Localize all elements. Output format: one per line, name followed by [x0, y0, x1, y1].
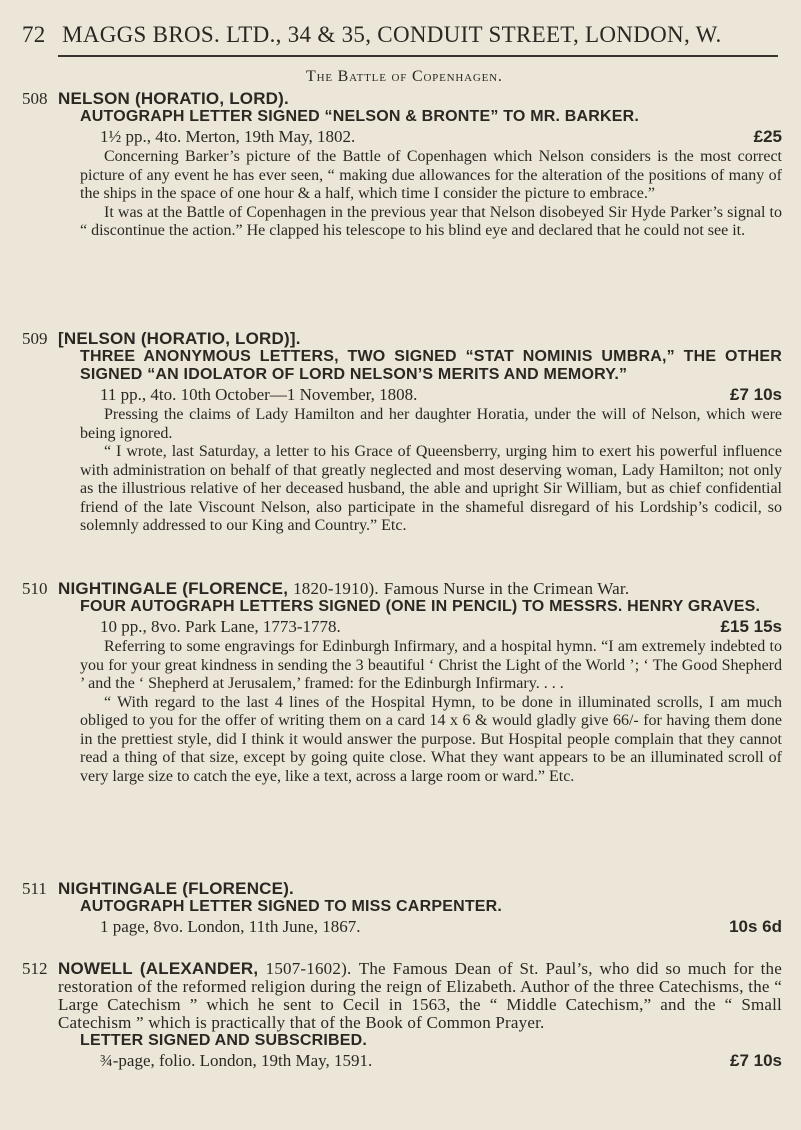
entry-meta — [100, 618, 782, 636]
entry-heading-name: NIGHTINGALE (FLORENCE). — [58, 879, 294, 898]
entry-paragraph: It was at the Battle of Copenhagen in the previous year that Nelson disobeyed Sir Hyde Parker’s signal to “ discontinue the action.” He clapped his telescope to his blind eye and declared that he could not see it. — [80, 203, 782, 239]
entry-years: 1820-1910). — [293, 579, 379, 598]
entry-meta — [100, 128, 782, 146]
entry-subheading: THREE ANONYMOUS LETTERS, TWO SIGNED “STAT NOMINIS UMBRA,” THE OTHER SIGNED “AN IDOLATOR OF LORD NELSON’S MERITS AND MEMORY.” — [80, 348, 782, 383]
lot-number: 510 — [22, 579, 48, 598]
entry-heading — [58, 90, 792, 108]
lot-number: 508 — [22, 89, 48, 108]
entry-format: ¾-page, folio. London, 19th May, 1591. — [100, 1051, 373, 1070]
lot-number: 511 — [22, 879, 47, 898]
entry-heading-name: [NELSON (HORATIO, LORD)]. — [58, 329, 301, 348]
page-number: 72 — [22, 22, 46, 47]
entry-description: Famous Nurse in the Crimean War. — [383, 579, 630, 598]
entry-format: 1 page, 8vo. London, 11th June, 1867. — [100, 917, 361, 936]
catalogue-entry-509 — [22, 330, 792, 536]
entry-subheading: FOUR AUTOGRAPH LETTERS SIGNED (ONE IN PENCIL) TO MESSRS. HENRY GRAVES. — [80, 598, 761, 615]
catalogue-entry-511 — [22, 880, 792, 936]
entry-subheading: LETTER SIGNED AND SUBSCRIBED. — [80, 1032, 368, 1049]
entry-paragraph: Pressing the claims of Lady Hamilton and her daughter Horatia, under the will of Nelson, which were being ignored. — [80, 406, 782, 442]
header-text: MAGGS BROS. LTD., 34 & 35, CONDUIT STREET, LONDON, W. — [62, 22, 722, 47]
entry-heading — [58, 960, 782, 1032]
entry-heading — [58, 330, 792, 348]
entry-paragraph: “ With regard to the last 4 lines of the Hospital Hymn, to be done in illuminated scrolls, I am much obliged to you for the offer of writing them on a card 14 x 6 & would gladly give 66/- for having them done in the prettiest style, did I think it would answer the purpose. But Hospital people complain that they cannot read a thing of that size, except by going quite close. What they want appears to be an illuminated scroll of very large size to catch the eye, like a text, across a large room or ward.” Etc. — [80, 693, 782, 785]
catalogue-entry-512 — [22, 960, 792, 1070]
lot-number: 509 — [22, 329, 48, 348]
entry-heading-name: NELSON (HORATIO, LORD). — [58, 89, 289, 108]
entry-format: 1½ pp., 4to. Merton, 19th May, 1802. — [100, 127, 356, 146]
header-rule — [58, 55, 778, 57]
entry-price: 10s 6d — [729, 917, 782, 936]
entry-heading-name: NOWELL (ALEXANDER, — [58, 959, 259, 978]
plate-caption: The Battle of Copenhagen. — [306, 68, 503, 85]
entry-meta — [100, 918, 782, 936]
entry-price: £15 15s — [720, 617, 782, 636]
entry-description: The Famous Dean of St. Paul’s, who did so much for the restoration of the reformed religion during the reign of Elizabeth. Author of the three Catechisms, the “ Large Catechism ” which he sent to Cecil in 1563, the “ Middle Catechism,” and the “ Small Catechism ” which is practically that of the Book of Common Prayer. — [58, 959, 782, 1032]
entry-paragraph: Concerning Barker’s picture of the Battle of Copenhagen which Nelson considers is the most correct picture of any event he has ever seen, “ making due allowances for the alteration of the positions of many of the ships in the space of one hour & a half, which time I consider the picture to embrace.” — [80, 148, 782, 202]
entry-subheading: AUTOGRAPH LETTER SIGNED “NELSON & BRONTE” TO MR. BARKER. — [80, 108, 640, 125]
entry-paragraph: “ I wrote, last Saturday, a letter to his Grace of Queensberry, urging him to exert his powerful influence with administration on behalf of that greatly neglected and most deserving woman, Lady Hamilton; not only as the illustrious relative of her deceased husband, the able and upright Sir William, but as chief confidential friend of the late Viscount Nelson, also participate in the shameful disregard of his Lordship’s codicil, so solemnly addressed to our King and Country.” Etc. — [80, 443, 782, 534]
entry-meta — [100, 1052, 782, 1070]
entry-heading — [58, 880, 792, 898]
entry-price: £25 — [753, 127, 782, 146]
entry-years: 1507-1602). — [265, 959, 352, 978]
entry-price: £7 10s — [730, 1051, 782, 1070]
page-header — [22, 22, 782, 48]
entry-price: £7 10s — [730, 385, 782, 404]
entry-format: 10 pp., 8vo. Park Lane, 1773-1778. — [100, 617, 341, 636]
entry-heading — [58, 580, 792, 598]
entry-paragraph: Referring to some engravings for Edinburgh Infirmary, and a hospital hymn. “I am extremely indebted to you for your great kindness in sending the 3 beautiful ‘ Christ the Light of the World ’; ‘ The Good Shepherd ’ and the ‘ Shepherd at Jerusalem,’ framed: for the Edinburgh Infirmary. . . . — [80, 638, 782, 692]
entry-heading-name: NIGHTINGALE (FLORENCE, — [58, 579, 289, 598]
entry-meta — [100, 386, 782, 404]
catalogue-entry-508 — [22, 90, 792, 241]
lot-number: 512 — [22, 959, 48, 978]
catalogue-entry-510 — [22, 580, 792, 786]
entry-format: 11 pp., 4to. 10th October—1 November, 1808. — [100, 385, 418, 404]
entry-subheading: AUTOGRAPH LETTER SIGNED TO MISS CARPENTER. — [80, 898, 503, 915]
